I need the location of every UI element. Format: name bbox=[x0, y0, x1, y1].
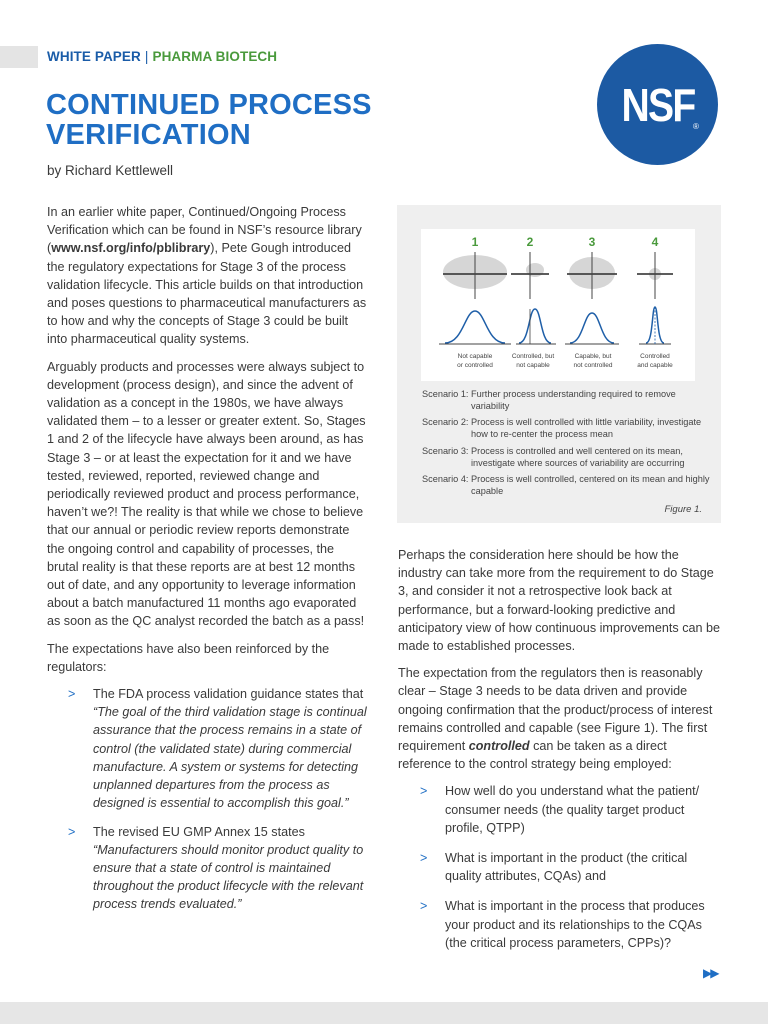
list-item: > How well do you understand what the patient/ consumer needs (the quality target product profile, QTPP) bbox=[420, 784, 700, 835]
keyword-controlled: controlled bbox=[468, 739, 530, 754]
distribution-curve bbox=[519, 309, 551, 343]
distribution-curve bbox=[570, 313, 614, 343]
list-item: > The FDA process validation guidance states that “The goal of the third validation stage is continual assurance that the process remains in a state of control (the validated state) during commercial manufacture. A system or systems for detecting unplanned departures from the process as designed is essential to accomplish this goal.” bbox=[68, 687, 367, 811]
left-column bbox=[47, 203, 369, 924]
scenario-label-line-2: or controlled bbox=[457, 362, 493, 369]
scenario-label-line-2: not capable bbox=[516, 362, 550, 369]
scenario-description: Scenario 3: Process is controlled and well centered on its mean, investigate where sources of variability are occurring bbox=[422, 446, 685, 468]
category-label: WHITE PAPER bbox=[47, 49, 141, 64]
category-separator: | bbox=[144, 49, 149, 64]
consideration-paragraph: Perhaps the consideration here should be how the industry can take more from the requirement to do Stage 3, and consider it not a retrospective look back at performance, but a forward-looking predictive and anticipatory view of how continuous improvements can be made to established processes. bbox=[398, 548, 721, 654]
scenario-1-graphic bbox=[439, 235, 511, 369]
bullet-marker: > bbox=[420, 851, 428, 866]
registered-mark: ® bbox=[693, 122, 699, 131]
fda-quote: “The goal of the third validation stage is continual assurance that the process remains in a state of control (the validated state) during commercial manufacture. A system or systems for detecting unplanned departures from the process as designed is essential to accomplish this goal.” bbox=[93, 705, 367, 811]
intro-paragraph: In an earlier white paper, Continued/Ongoing Process Verification which can be found in NSF’s resource library (www.nsf.org/info/pblibrary), Pete Gough introduced the regulatory expectations for Stage 3 of the process validation lifecycle. This article builds on that introduction and poses questions to pharmaceutical manufacturers as to how and why the concepts of Stage 3 could be built into pharmaceutical quality systems. bbox=[47, 205, 367, 347]
history-paragraph: Arguably products and processes were always subject to development (process design), and since the advent of validation as a concept in the 1980s, we have always validated them – to a lesser or greater extent. So, Stages 1 and 2 of the lifecycle have always been around, as has Stage 3 – or at least the expectation for it and we have tested, reviewed, reported, reviewed change and periodically reviewed product and process performance, haven’t we?! The reality is that while we chose to believe that our annual or periodic review reports demonstrate the ongoing control and capability of processes, the brutal reality is that these reports are at best 12 months out of date, and any opportunity to leverage information about a batch manufactured 11 months ago evaporated as soon as the QC analyst recorded the batch as a pass! bbox=[47, 359, 366, 629]
bullet-marker: > bbox=[68, 687, 76, 702]
right-column bbox=[398, 546, 723, 964]
scenario-label-line-1: Capable, but bbox=[574, 353, 612, 360]
list-item: > What is important in the process that produces your product and its relationships to the CQAs (the critical process parameters, CPPs)? bbox=[420, 899, 705, 950]
next-page-icon[interactable]: ▶▶ bbox=[703, 966, 718, 980]
footer-bar bbox=[0, 1002, 768, 1024]
scenario-number: 1 bbox=[471, 235, 479, 249]
nsf-logo bbox=[597, 44, 718, 165]
title-line-1: CONTINUED PROCESS bbox=[46, 89, 372, 121]
control-capability-diagram bbox=[421, 229, 695, 381]
eu-gmp-quote: “Manufacturers should monitor product quality to ensure that a state of control is maintained throughout the product lifecycle with the relevant process trends evaluated.” bbox=[93, 842, 364, 912]
scenario-description: Scenario 4: Process is well controlled, centered on its mean and highly capable bbox=[422, 474, 710, 496]
header-accent-bar bbox=[0, 46, 38, 68]
byline: by Richard Kettlewell bbox=[47, 163, 174, 178]
logo-text: NSF bbox=[620, 78, 695, 131]
bullet-marker: > bbox=[68, 824, 76, 839]
figure-1 bbox=[397, 205, 721, 523]
document-category bbox=[47, 49, 277, 64]
scenario-number: 3 bbox=[588, 235, 596, 249]
regulators-paragraph: The expectations have also been reinforced by the regulators: bbox=[47, 641, 330, 674]
figure-diagram-panel bbox=[421, 229, 695, 381]
scenario-label-line-1: Not capable bbox=[457, 353, 493, 360]
title-line-2: VERIFICATION bbox=[46, 119, 251, 151]
scenario-4-graphic bbox=[637, 235, 673, 369]
scenario-number: 4 bbox=[651, 235, 659, 249]
scenario-label-line-1: Controlled bbox=[640, 353, 670, 360]
scenario-2-graphic bbox=[511, 235, 556, 369]
list-item: > What is important in the product (the critical quality attributes, CQAs) and bbox=[420, 851, 688, 884]
distribution-curve bbox=[445, 311, 505, 343]
sector-label: PHARMA BIOTECH bbox=[152, 49, 278, 64]
scenario-description: Scenario 2: Process is well controlled with little variability, investigate how to re-center the process mean bbox=[422, 417, 702, 439]
scenario-number: 2 bbox=[526, 235, 534, 249]
scenario-label-line-2: not controlled bbox=[573, 362, 613, 369]
scenario-3-graphic bbox=[565, 235, 619, 369]
page-title bbox=[46, 90, 426, 150]
scenario-label-line-1: Controlled, but bbox=[511, 353, 555, 360]
bullet-marker: > bbox=[420, 899, 428, 914]
expectation-paragraph: The expectation from the regulators then is reasonably clear – Stage 3 needs to be data driven and provide ongoing confirmation that the product/process of interest remains controlled and capable (see Figure 1). The first requirement controlled can be taken as a direct reference to the control strategy being employed: bbox=[398, 666, 713, 772]
scenario-label-line-2: and capable bbox=[637, 362, 673, 369]
list-item: > The revised EU GMP Annex 15 states “Manufacturers should monitor product quality to ensure that a state of control is maintained throughout the product lifecycle with the relevant process trends evaluated.” bbox=[68, 824, 364, 912]
figure-caption: Figure 1. bbox=[664, 504, 702, 515]
library-link[interactable]: www.nsf.org/info/pblibrary bbox=[51, 241, 211, 256]
scenario-description: Scenario 1: Further process understanding required to remove variability bbox=[422, 389, 676, 411]
bullet-marker: > bbox=[420, 784, 428, 799]
